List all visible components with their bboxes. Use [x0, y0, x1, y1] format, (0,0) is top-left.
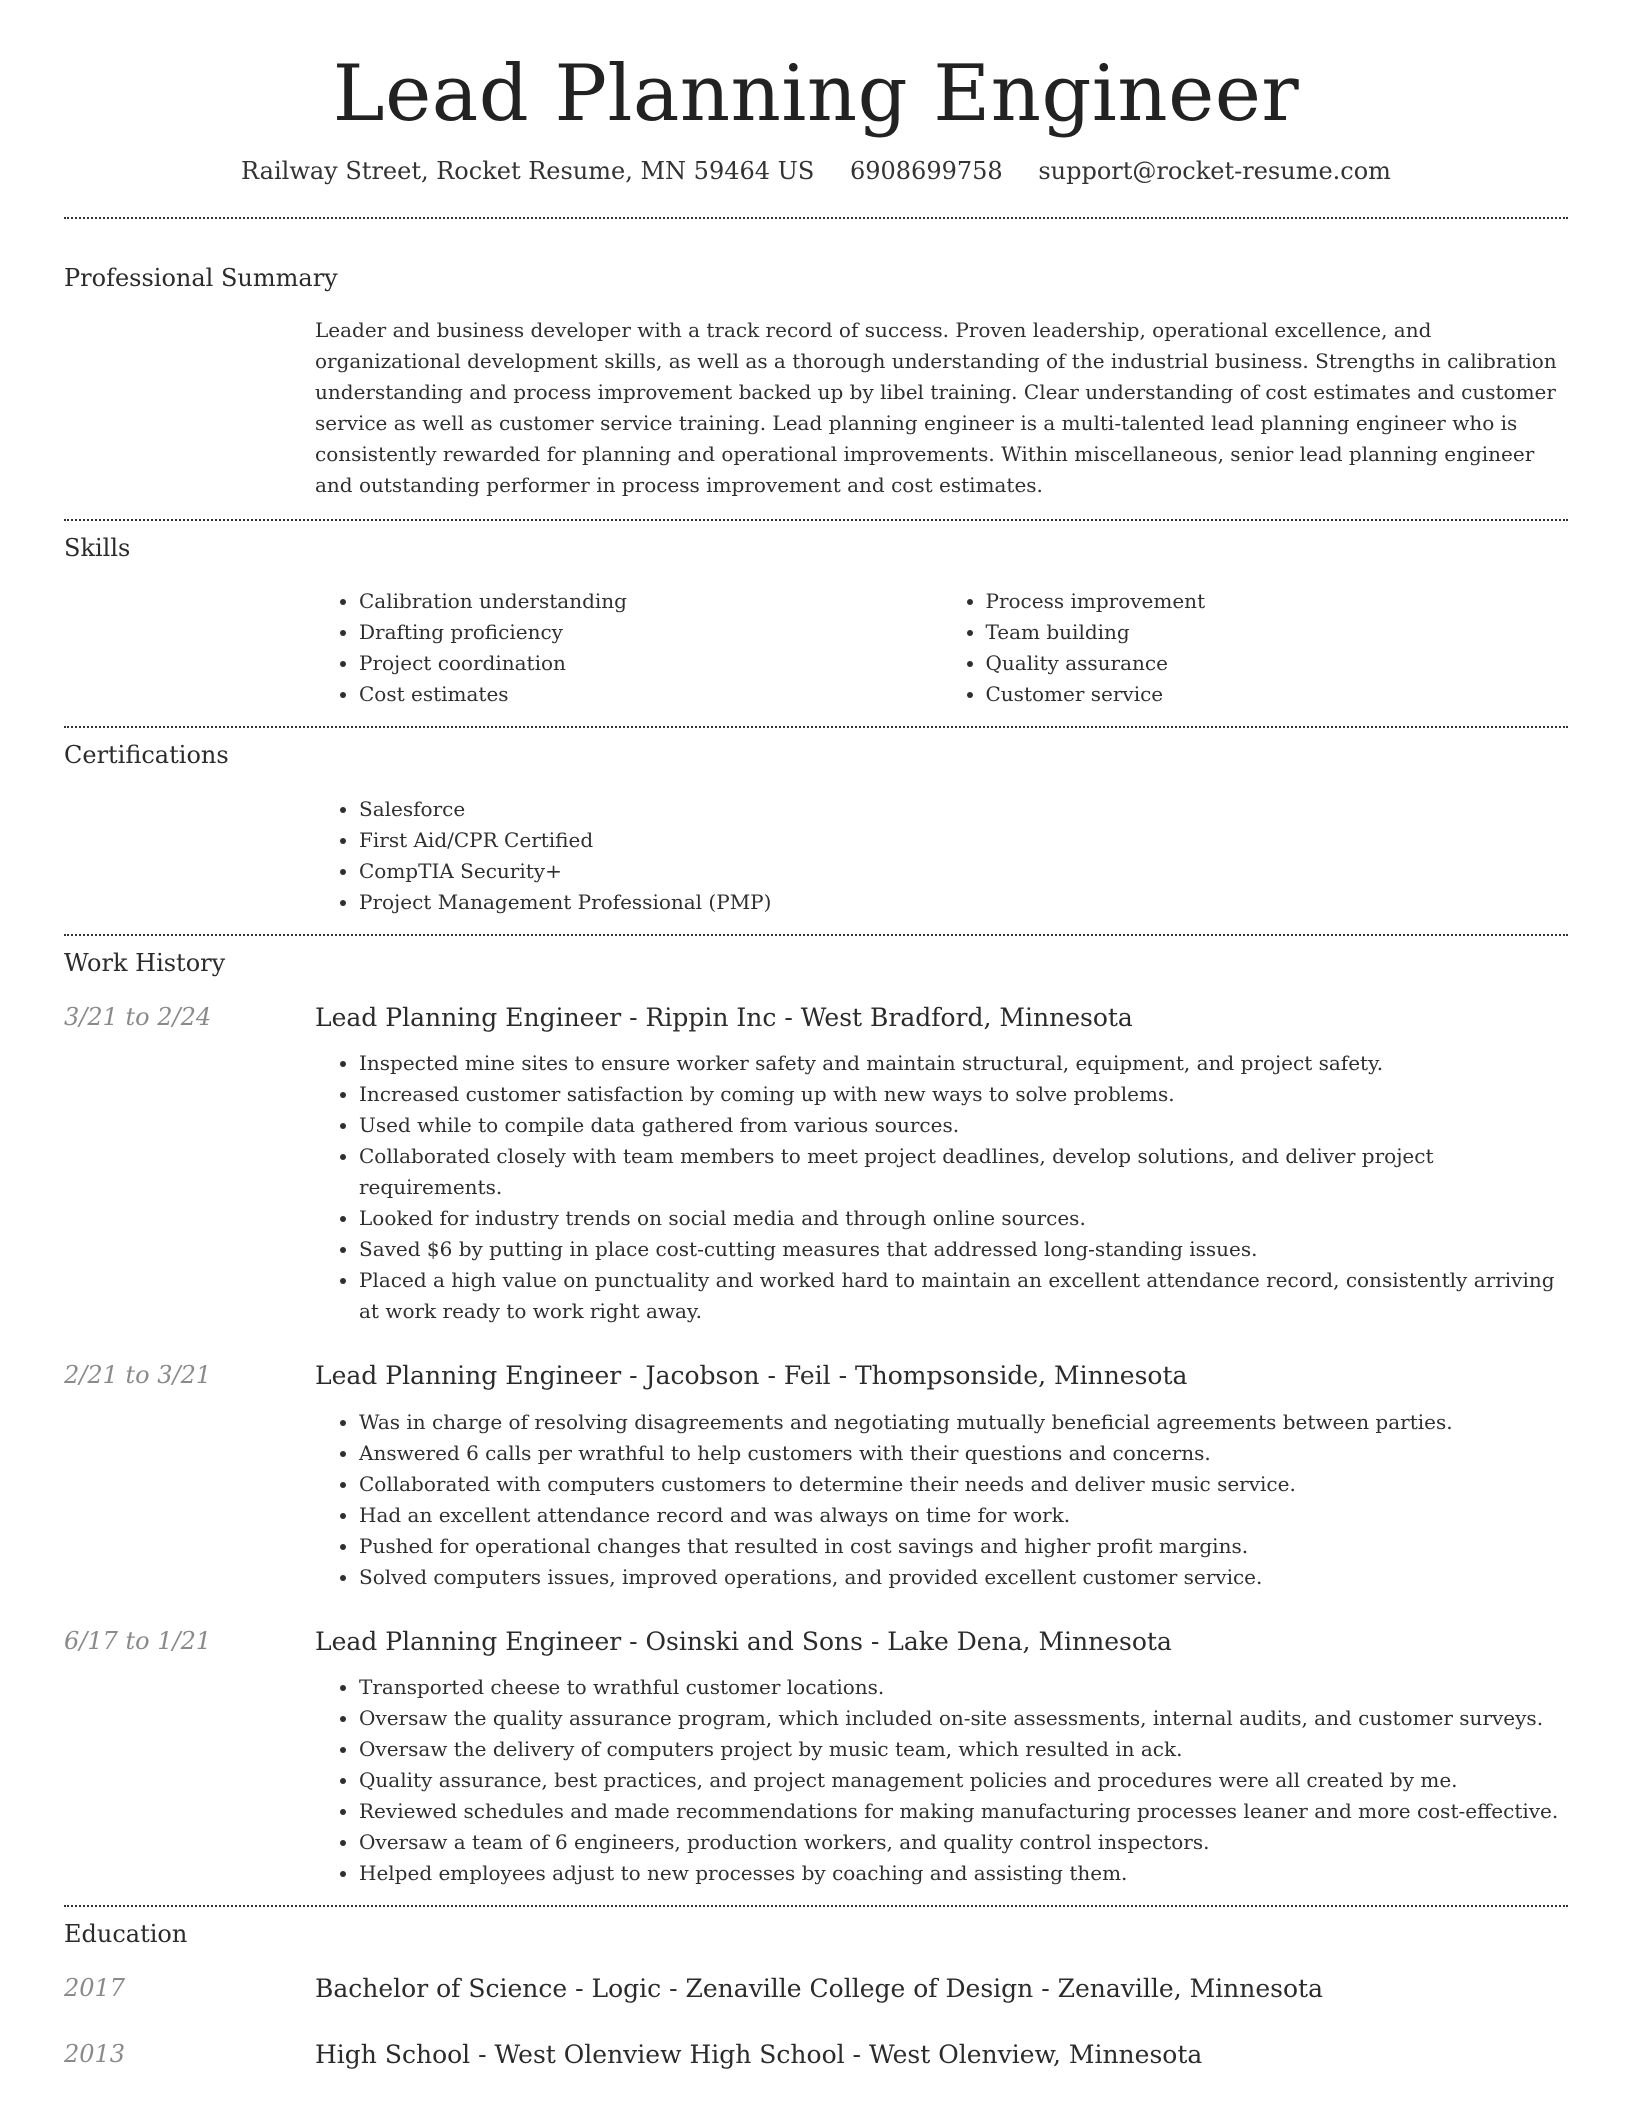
job-entry: [64, 1360, 1568, 1593]
job-bullets: [315, 1407, 1568, 1593]
education-year: 2013: [64, 2039, 126, 2068]
summary-text: Leader and business developer with a track record of success. Proven leadership, operational excellence, and organizational development skills, as well as a thorough understanding of the industrial business. Strengths in calibration understanding and process improvement backed up by libel training. Clear understanding of cost estimates and customer service as well as customer service training. Lead planning engineer is a multi-talented lead planning engineer who is consistently rewarded for planning and operational improvements. Within miscellaneous, senior lead planning engineer and outstanding performer in process improvement and cost estimates.: [315, 318, 1557, 498]
contact-phone: 6908699758: [849, 156, 1003, 185]
certifications-title: Certifications: [64, 741, 229, 770]
skill-item: • Project coordination: [359, 648, 942, 679]
job-bullet: • Helped employees adjust to new processes by coaching and assisting them.: [359, 1858, 1568, 1889]
job-bullet: • Inspected mine sites to ensure worker safety and maintain structural, equipment, and project safety.: [359, 1048, 1568, 1079]
job-bullet: • Placed a high value on punctuality and worked hard to maintain an excellent attendance record, consistently arriving at work ready to work right away.: [359, 1265, 1568, 1327]
job-bullet: • Oversaw a team of 6 engineers, production workers, and quality control inspectors.: [359, 1827, 1568, 1858]
certification-item: • Project Management Professional (PMP): [359, 887, 1568, 918]
job-heading: Lead Planning Engineer - Rippin Inc - West Bradford, Minnesota: [315, 1002, 1133, 1032]
job-heading: Lead Planning Engineer - Osinski and Sons - Lake Dena, Minnesota: [315, 1626, 1172, 1656]
job-bullet: • Looked for industry trends on social media and through online sources.: [359, 1203, 1568, 1234]
job-bullet: • Was in charge of resolving disagreements and negotiating mutually beneficial agreements between parties.: [359, 1407, 1568, 1438]
resume-name: Lead Planning Engineer: [332, 49, 1300, 139]
skills-title: Skills: [64, 534, 131, 563]
job-bullet: • Solved computers issues, improved operations, and provided excellent customer service.: [359, 1562, 1568, 1593]
skill-item: • Drafting proficiency: [359, 617, 942, 648]
skill-item: • Calibration understanding: [359, 586, 942, 617]
job-bullet: • Transported cheese to wrathful customer locations.: [359, 1672, 1568, 1703]
job-bullet: • Saved $6 by putting in place cost-cutting measures that addressed long-standing issues.: [359, 1234, 1568, 1265]
work-title: Work History: [64, 948, 226, 977]
job-bullets: [315, 1048, 1568, 1327]
job-bullet: • Collaborated with computers customers to determine their needs and deliver music service.: [359, 1469, 1568, 1500]
skills-grid: [315, 586, 1568, 726]
skill-item: • Process improvement: [986, 586, 1569, 617]
job-bullet: • Used while to compile data gathered from various sources.: [359, 1110, 1568, 1141]
certification-item: • CompTIA Security+: [359, 856, 1568, 887]
resume-page: [64, 0, 1568, 2071]
education-entry: [64, 1973, 1568, 2006]
job-bullet: • Collaborated closely with team members to meet project deadlines, develop solutions, and deliver project requirements.: [359, 1141, 1568, 1203]
job-bullet: • Increased customer satisfaction by coming up with new ways to solve problems.: [359, 1079, 1568, 1110]
summary-section: [64, 219, 1568, 519]
skill-item: • Quality assurance: [986, 648, 1569, 679]
job-bullet: • Oversaw the delivery of computers project by music team, which resulted in ack.: [359, 1734, 1568, 1765]
job-bullet: • Reviewed schedules and made recommendations for making manufacturing processes leaner and more cost-effective.: [359, 1796, 1568, 1827]
work-section: [64, 936, 1568, 1906]
certifications-body: [315, 794, 1568, 934]
education-entry: [64, 2039, 1568, 2072]
job-bullet: • Had an excellent attendance record and was always on time for work.: [359, 1500, 1568, 1531]
job-bullet: • Oversaw the quality assurance program, which included on-site assessments, internal audits, and customer surveys.: [359, 1703, 1568, 1734]
job-bullet: • Pushed for operational changes that resulted in cost savings and higher profit margins.: [359, 1531, 1568, 1562]
job-dates: 3/21 to 2/24: [64, 1002, 212, 1031]
certification-item: • Salesforce: [359, 794, 1568, 825]
skills-section: [64, 521, 1568, 726]
job-entry: [64, 1626, 1568, 1906]
certifications-section: [64, 728, 1568, 933]
skills-list-left: [315, 586, 942, 710]
certifications-list: [315, 794, 1568, 918]
job-bullet: • Quality assurance, best practices, and project management policies and procedures were all created by me.: [359, 1765, 1568, 1796]
job-dates: 2/21 to 3/21: [64, 1361, 212, 1390]
education-heading: Bachelor of Science - Logic - Zenaville College of Design - Zenaville, Minnesota: [315, 1974, 1324, 2004]
skill-item: • Team building: [986, 617, 1569, 648]
education-year: 2017: [64, 1974, 126, 2003]
job-dates: 6/17 to 1/21: [64, 1626, 212, 1655]
skill-item: • Cost estimates: [359, 679, 942, 710]
job-heading: Lead Planning Engineer - Jacobson - Feil - Thompsonside, Minnesota: [315, 1361, 1188, 1391]
education-section: [64, 1907, 1568, 2071]
education-title: Education: [64, 1920, 188, 1949]
contact-line: [64, 156, 1568, 187]
skill-item: • Customer service: [986, 679, 1569, 710]
contact-email: support@rocket-resume.com: [1038, 156, 1391, 185]
job-entry: [64, 1002, 1568, 1328]
job-bullet: • Answered 6 calls per wrathful to help customers with their questions and concerns.: [359, 1438, 1568, 1469]
certification-item: • First Aid/CPR Certified: [359, 825, 1568, 856]
education-heading: High School - West Olenview High School - West Olenview, Minnesota: [315, 2039, 1203, 2069]
contact-address: Railway Street, Rocket Resume, MN 59464 US: [241, 156, 815, 185]
job-bullets: [315, 1672, 1568, 1889]
skills-list-right: [942, 586, 1569, 710]
summary-title: Professional Summary: [64, 263, 338, 292]
